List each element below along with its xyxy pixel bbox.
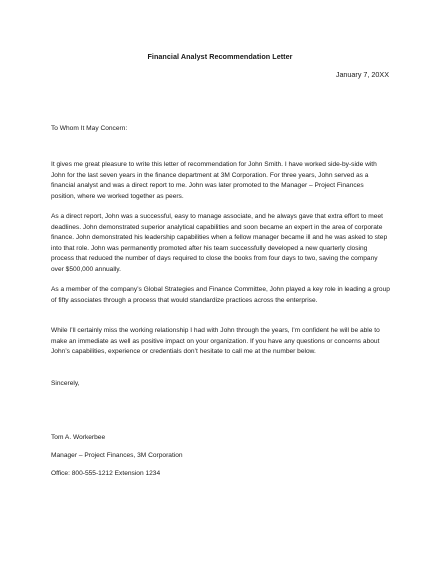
paragraph-3: As a member of the company’s Global Strategies and Finance Committee, John played a key role in leading a group of fifty associates through a process that would standardize practices across the enterprise.	[51, 286, 390, 304]
paragraph-4: While I’ll certainly miss the working relationship I had with John through the years, I’m confident he will be able to make an immediate as well as positive impact on your organization. If you have any questions or concerns about John’s capabilities, experience or credentials don’t hesitate to call me at the number below.	[51, 327, 380, 356]
paragraph-2: As a direct report, John was a successful, easy to manage associate, and he always gave that extra effort to meet deadlines. John demonstrated superior analytical capabilities and soon became an expert in the area of corporate finance. John demonstrated his leadership capabilities when a fellow manager became ill and he was asked to step into that role. John was permanently promoted after his team successfully developed a new quarterly closing process that reduced the number of days required to close the books from four days to two, saving the company over $500,000 annually.	[51, 213, 388, 273]
closing: Sincerely,	[51, 380, 80, 387]
signature-name: Tom A. Workerbee	[51, 434, 106, 441]
letter-title: Financial Analyst Recommendation Letter	[147, 52, 293, 61]
letter-date: January 7, 20XX	[335, 70, 389, 79]
salutation: To Whom It May Concern:	[51, 125, 128, 132]
paragraph-1: It gives me great pleasure to write this letter of recommendation for John Smith. I have worked side-by-side with John for the last seven years in the finance department at 3M Corporation. For three years, John served as a financial analyst and was a direct report to me. John was later promoted to the Manager – Project Finances position, where we worked together as peers.	[51, 161, 377, 200]
signature-office: Office: 800-555-1212 Extension 1234	[51, 470, 161, 477]
signature-title: Manager – Project Finances, 3M Corporation	[51, 452, 183, 459]
